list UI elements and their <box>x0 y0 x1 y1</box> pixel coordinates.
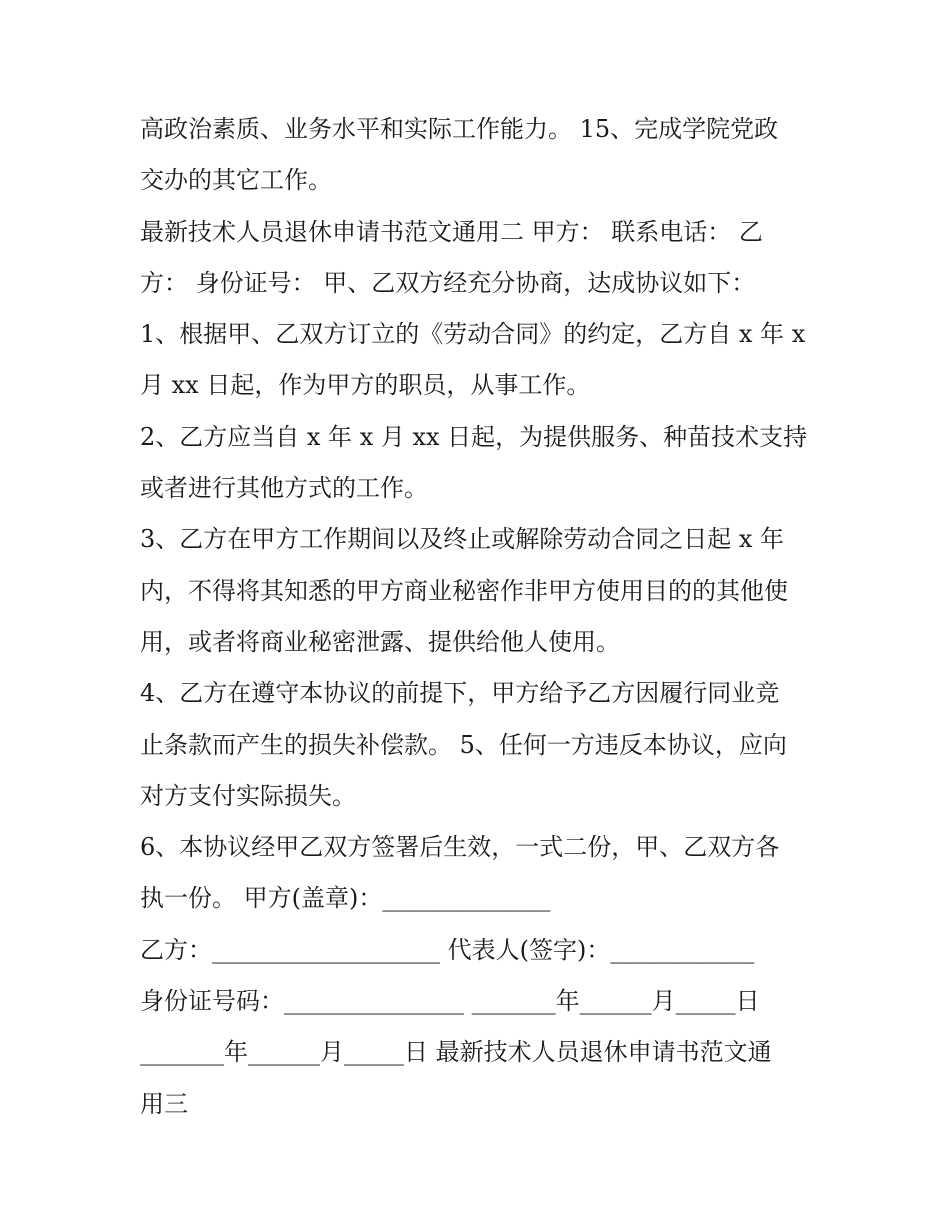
text-line: 对方支付实际损失。 <box>140 781 356 810</box>
text-line: 高政治素质、业务水平和实际工作能力。 15、完成学院党政 <box>140 115 779 143</box>
document-body <box>140 104 820 1130</box>
text-line: 3、乙方在甲方工作期间以及终止或解除劳动合同之日起 x 年 <box>140 525 785 554</box>
text-line: 止条款而产生的损失补偿款。 5、任何一方违反本协议，应向 <box>140 730 787 759</box>
text-line: 4、乙方在遵守本协议的前提下，甲方给予乙方因履行同业竞 <box>140 679 780 708</box>
text-line: 或者进行其他方式的工作。 <box>140 474 428 503</box>
text-line: 身份证号码：_______________ _______年______月_____日 <box>140 987 760 1016</box>
text-line: 内，不得将其知悉的甲方商业秘密作非甲方使用目的的其他使 <box>140 576 788 605</box>
text-line: 1、根据甲、乙双方订立的《劳动合同》的约定，乙方自 x 年 x <box>140 320 806 349</box>
text-line: 用，或者将商业秘密泄露、提供给他人使用。 <box>140 627 620 656</box>
text-line: 6、本协议经甲乙双方签署后生效，一式二份，甲、乙双方各 <box>140 833 780 862</box>
text-line: 乙方：___________________ 代表人(签字)：____________ <box>140 935 755 964</box>
text-line: 方： 身份证号： 甲、乙双方经充分协商，达成协议如下： <box>140 268 756 297</box>
text-line: 用三 <box>140 1089 188 1118</box>
text-line: 月 xx 日起，作为甲方的职员，从事工作。 <box>140 371 591 400</box>
text-line: 执一份。 甲方(盖章)：______________ <box>140 884 551 913</box>
text-line: 交办的其它工作。 <box>140 166 332 195</box>
text-line: 最新技术人员退休申请书范文通用二 甲方： 联系电话： 乙 <box>140 217 763 246</box>
text-line: 2、乙方应当自 x 年 x 月 xx 日起，为提供服务、种苗技术支持 <box>140 422 808 451</box>
text-line: _______年______月_____日 最新技术人员退休申请书范文通 <box>140 1038 772 1067</box>
